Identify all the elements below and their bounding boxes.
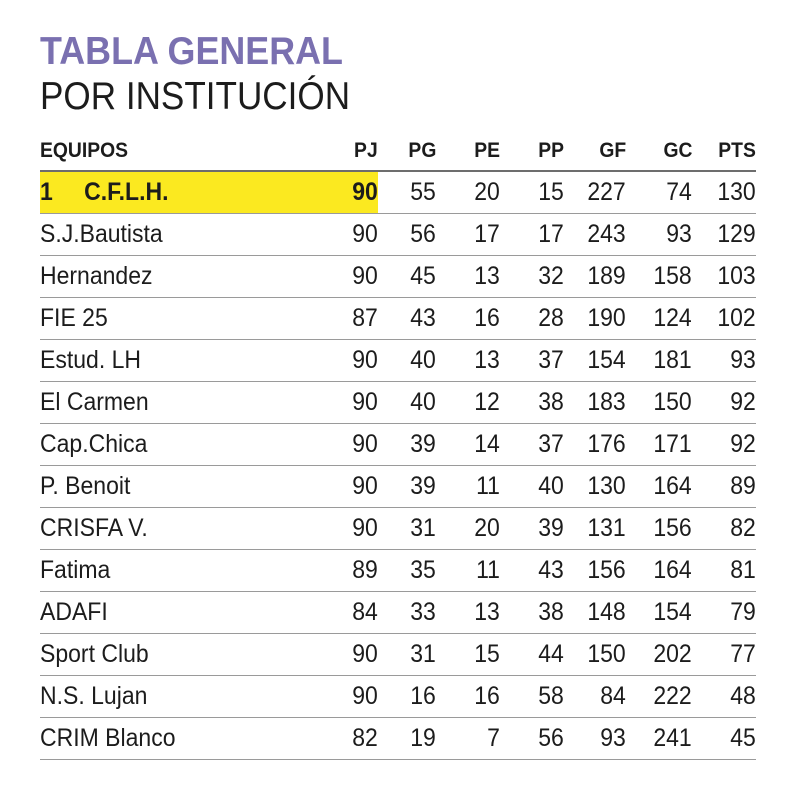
column-header: GF bbox=[564, 132, 626, 171]
table-row bbox=[40, 718, 756, 760]
table-row bbox=[40, 634, 756, 676]
pts-cell: 103 bbox=[692, 256, 756, 298]
pj-cell: 90 bbox=[292, 466, 378, 508]
table-row bbox=[40, 550, 756, 592]
pg-cell: 39 bbox=[378, 466, 436, 508]
team-name-cell: Fatima bbox=[40, 550, 292, 592]
team-name-cell: El Carmen bbox=[40, 382, 292, 424]
gf-cell: 150 bbox=[564, 634, 626, 676]
pg-cell: 40 bbox=[378, 382, 436, 424]
team-name-cell: Hernandez bbox=[40, 256, 292, 298]
pe-cell: 7 bbox=[436, 718, 500, 760]
pj-cell: 82 bbox=[292, 718, 378, 760]
pj-cell: 90 bbox=[292, 214, 378, 256]
gc-cell: 164 bbox=[626, 466, 692, 508]
pj-cell: 84 bbox=[292, 592, 378, 634]
column-header: GC bbox=[626, 132, 692, 171]
pts-cell: 81 bbox=[692, 550, 756, 592]
gc-cell: 74 bbox=[626, 171, 692, 214]
team-name-cell: P. Benoit bbox=[40, 466, 292, 508]
column-header: EQUIPOS bbox=[40, 132, 292, 171]
pe-cell: 11 bbox=[436, 466, 500, 508]
pp-cell: 40 bbox=[500, 466, 564, 508]
leader-row bbox=[40, 171, 756, 214]
gc-cell: 241 bbox=[626, 718, 692, 760]
pg-cell: 43 bbox=[378, 298, 436, 340]
pj-cell: 90 bbox=[292, 256, 378, 298]
gc-cell: 202 bbox=[626, 634, 692, 676]
pts-cell: 48 bbox=[692, 676, 756, 718]
team-name-cell: N.S. Lujan bbox=[40, 676, 292, 718]
gf-cell: 183 bbox=[564, 382, 626, 424]
pj-cell: 89 bbox=[292, 550, 378, 592]
pts-cell: 89 bbox=[692, 466, 756, 508]
gc-cell: 93 bbox=[626, 214, 692, 256]
pp-cell: 58 bbox=[500, 676, 564, 718]
pts-cell: 93 bbox=[692, 340, 756, 382]
pe-cell: 13 bbox=[436, 340, 500, 382]
pp-cell: 37 bbox=[500, 340, 564, 382]
pg-cell: 45 bbox=[378, 256, 436, 298]
gc-cell: 154 bbox=[626, 592, 692, 634]
pg-cell: 31 bbox=[378, 634, 436, 676]
gc-cell: 171 bbox=[626, 424, 692, 466]
pp-cell: 38 bbox=[500, 382, 564, 424]
leader-name: C.F.L.H. bbox=[84, 178, 169, 206]
pe-cell: 14 bbox=[436, 424, 500, 466]
table-body bbox=[40, 171, 756, 760]
pp-cell: 32 bbox=[500, 256, 564, 298]
pts-cell: 102 bbox=[692, 298, 756, 340]
gc-cell: 181 bbox=[626, 340, 692, 382]
pj-cell: 87 bbox=[292, 298, 378, 340]
table-row bbox=[40, 382, 756, 424]
pe-cell: 16 bbox=[436, 298, 500, 340]
table-title: TABLA GENERAL bbox=[40, 30, 343, 73]
team-name-cell: Estud. LH bbox=[40, 340, 292, 382]
table-row bbox=[40, 508, 756, 550]
pp-cell: 56 bbox=[500, 718, 564, 760]
gf-cell: 84 bbox=[564, 676, 626, 718]
gf-cell: 190 bbox=[564, 298, 626, 340]
column-header: PJ bbox=[292, 132, 378, 171]
pe-cell: 11 bbox=[436, 550, 500, 592]
team-name-cell: ADAFI bbox=[40, 592, 292, 634]
column-header: PTS bbox=[692, 132, 756, 171]
pp-cell: 39 bbox=[500, 508, 564, 550]
standings-table bbox=[40, 132, 756, 760]
gf-cell: 148 bbox=[564, 592, 626, 634]
pe-cell: 15 bbox=[436, 634, 500, 676]
pe-cell: 13 bbox=[436, 592, 500, 634]
pp-cell: 17 bbox=[500, 214, 564, 256]
pj-cell: 90 bbox=[292, 508, 378, 550]
team-name-cell: FIE 25 bbox=[40, 298, 292, 340]
pts-cell: 92 bbox=[692, 382, 756, 424]
pg-cell: 56 bbox=[378, 214, 436, 256]
pj-cell: 90 bbox=[292, 382, 378, 424]
pts-cell: 79 bbox=[692, 592, 756, 634]
pe-cell: 17 bbox=[436, 214, 500, 256]
pg-cell: 35 bbox=[378, 550, 436, 592]
leader-position: 1 bbox=[40, 178, 53, 206]
pts-cell: 92 bbox=[692, 424, 756, 466]
pp-cell: 43 bbox=[500, 550, 564, 592]
table-row bbox=[40, 424, 756, 466]
team-name-cell: CRIM Blanco bbox=[40, 718, 292, 760]
gc-cell: 158 bbox=[626, 256, 692, 298]
pts-cell: 82 bbox=[692, 508, 756, 550]
gc-cell: 124 bbox=[626, 298, 692, 340]
pe-cell: 13 bbox=[436, 256, 500, 298]
gf-cell: 189 bbox=[564, 256, 626, 298]
pg-cell: 39 bbox=[378, 424, 436, 466]
table-row bbox=[40, 298, 756, 340]
gf-cell: 93 bbox=[564, 718, 626, 760]
team-name-cell: Cap.Chica bbox=[40, 424, 292, 466]
pp-cell: 28 bbox=[500, 298, 564, 340]
standings-panel bbox=[40, 30, 756, 760]
pts-cell: 129 bbox=[692, 214, 756, 256]
header-row bbox=[40, 132, 756, 171]
table-subtitle: POR INSTITUCIÓN bbox=[40, 75, 351, 118]
gf-cell: 243 bbox=[564, 214, 626, 256]
pe-cell: 20 bbox=[436, 171, 500, 214]
pp-cell: 38 bbox=[500, 592, 564, 634]
pe-cell: 20 bbox=[436, 508, 500, 550]
pts-cell: 45 bbox=[692, 718, 756, 760]
pp-cell: 44 bbox=[500, 634, 564, 676]
pj-cell: 90 bbox=[292, 634, 378, 676]
gf-cell: 176 bbox=[564, 424, 626, 466]
pg-cell: 40 bbox=[378, 340, 436, 382]
pp-cell: 37 bbox=[500, 424, 564, 466]
table-row bbox=[40, 676, 756, 718]
pts-cell: 130 bbox=[692, 171, 756, 214]
column-header: PP bbox=[500, 132, 564, 171]
pg-cell: 55 bbox=[378, 171, 436, 214]
gc-cell: 150 bbox=[626, 382, 692, 424]
gf-cell: 131 bbox=[564, 508, 626, 550]
table-row bbox=[40, 214, 756, 256]
gc-cell: 222 bbox=[626, 676, 692, 718]
pj-cell: 90 bbox=[292, 340, 378, 382]
gc-cell: 156 bbox=[626, 508, 692, 550]
pj-cell: 90 bbox=[292, 424, 378, 466]
table-row bbox=[40, 340, 756, 382]
team-name-cell: S.J.Bautista bbox=[40, 214, 292, 256]
team-name-cell bbox=[40, 171, 292, 214]
pe-cell: 16 bbox=[436, 676, 500, 718]
pj-cell: 90 bbox=[292, 676, 378, 718]
column-header: PG bbox=[378, 132, 436, 171]
team-name-cell: Sport Club bbox=[40, 634, 292, 676]
team-name-cell: CRISFA V. bbox=[40, 508, 292, 550]
pg-cell: 31 bbox=[378, 508, 436, 550]
gf-cell: 156 bbox=[564, 550, 626, 592]
table-row bbox=[40, 256, 756, 298]
table-row bbox=[40, 466, 756, 508]
pts-cell: 77 bbox=[692, 634, 756, 676]
pj-cell: 90 bbox=[292, 171, 378, 214]
pe-cell: 12 bbox=[436, 382, 500, 424]
gf-cell: 227 bbox=[564, 171, 626, 214]
pg-cell: 19 bbox=[378, 718, 436, 760]
pg-cell: 33 bbox=[378, 592, 436, 634]
column-header: PE bbox=[436, 132, 500, 171]
gf-cell: 154 bbox=[564, 340, 626, 382]
gc-cell: 164 bbox=[626, 550, 692, 592]
pp-cell: 15 bbox=[500, 171, 564, 214]
gf-cell: 130 bbox=[564, 466, 626, 508]
pg-cell: 16 bbox=[378, 676, 436, 718]
table-row bbox=[40, 592, 756, 634]
